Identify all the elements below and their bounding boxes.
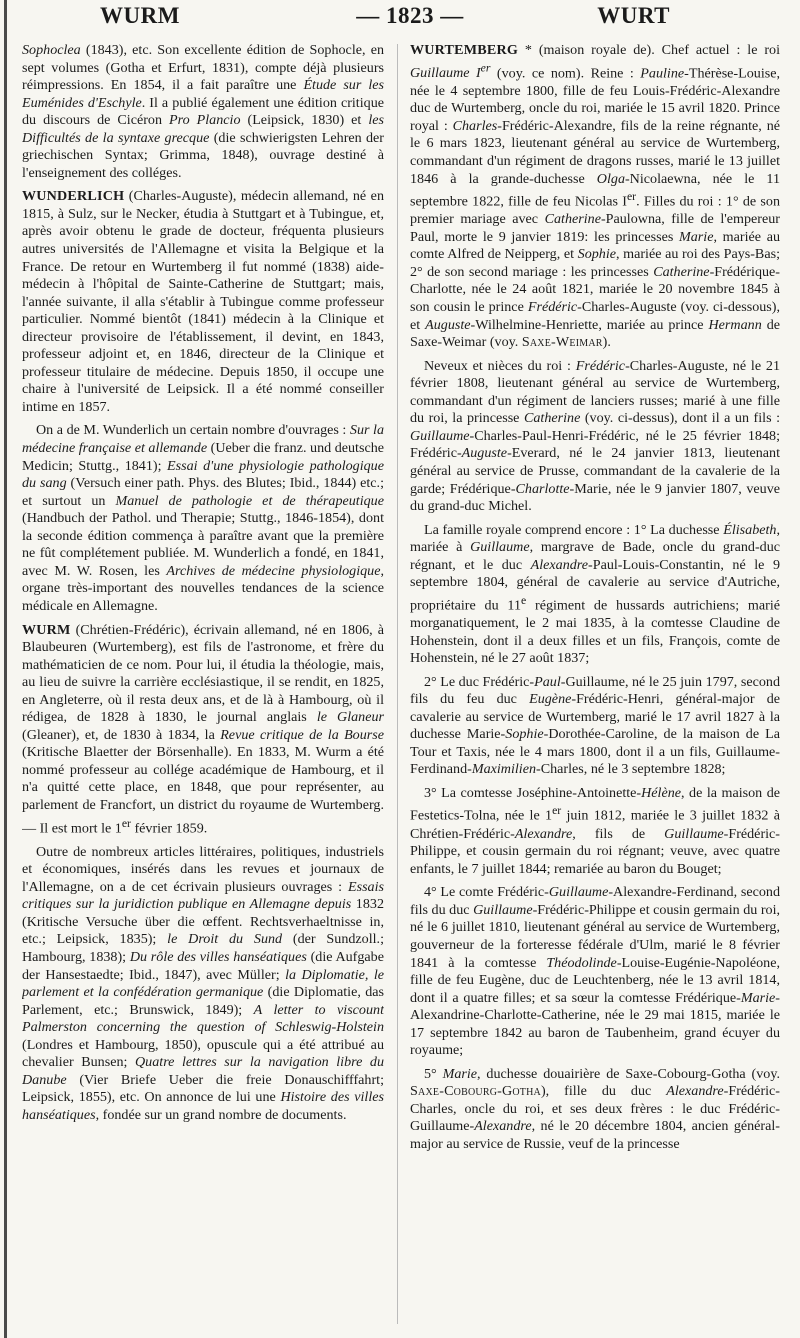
dictionary-entry-wurtemberg5: 3° La comtesse Joséphine-Antoinette-Hélène, de la maison de Festetics-Tolna, née le 1er juin 1812, mariée le 3 juillet 1832 à Chrétien-Frédéric-Alexandre, fils de Guillaume-Frédéric-Philippe, et cousin germain du roi régnant; veuve, avec quatre enfants, le 7 juillet 1844; remariée au baron du Bouget; [410, 784, 780, 877]
page-header [30, 3, 790, 33]
dictionary-entry-wurtemberg2: Neveux et nièces du roi : Frédéric-Charles-Auguste, né le 21 février 1808, lieutenant général au service de Wurtemberg, commandant d'un régiment de lanciers russes; marié à une fille du roi, la princesse Catherine (voy. ci-dessus), dont il a un fils : Guillaume-Charles-Paul-Henri-Frédéric, né le 25 février 1848; Frédéric-Auguste-Everard, né le 24 janvier 1813, lieutenant général au service de Prusse, commandant de la cavalerie de la garde; Frédérique-Charlotte-Marie, née le 9 janvier 1807, veuve du grand-duc Michel. [410, 357, 780, 515]
left-column [22, 42, 384, 1332]
page-number: — 1823 — [356, 3, 464, 28]
dictionary-entry-wurtemberg6: 4° Le comte Frédéric-Guillaume-Alexandre-Ferdinand, second fils du duc Guillaume-Frédéric-Philippe et cousin germain du roi, né le 6 juillet 1810, lieutenant général au service de Wurtemberg, gouverneur de la forteresse fédérale d'Ulm, marié le 8 février 1841 à la comtesse Théodolinde-Louise-Eugénie-Napoléone, fille de feu Eugène, duc de Leuchtenberg, née le 13 avril 1814, dont il a quatre filles; et sa sœur la comtesse Frédérique-Marie-Alexandrine-Charlotte-Catherine, née le 29 mai 1815, mariée le 17 septembre 1842 au baron de Taubenheim, grand écuyer du royaume; [410, 884, 780, 1059]
dictionary-entry-wurm2: Outre de nombreux articles littéraires, politiques, industriels et économiques, insérés dans les revues et journaux de l'Allemagne, on a de cet écrivain plusieurs ouvrages : Essais critiques sur la juridiction publique en Allemagne depuis 1832 (Kritische Versuche über die œffent. Rechtsverhaeltnisse in, etc.; Leipsick, 1835); le Droit du Sund (der Sundzoll.; Hambourg, 1838); Du rôle des villes hanséatiques (die Aufgabe der Hansestaedte; Ibid., 1847), avec Müller; la Diplomatie, le parlement et la confédération germanique (die Diplomatie, das Parlement, etc.; Brunswick, 1849); A letter to viscount Palmerston concerning the question of Schleswig-Holstein (Londres et Hambourg, 1850), opuscule qui a été attribué au chevalier Bunsen; Quatre lettres sur la navigation libre du Danube (Vier Briefe Ueber die freie Donauschifffahrt; Leipsick, 1855), etc. On annonce de lui une Histoire des villes hanséatiques, fondée sur un grand nombre de documents. [22, 843, 384, 1123]
page-edge-rule [4, 0, 7, 1338]
dictionary-entry-wunderlich2: On a de M. Wunderlich un certain nombre d'ouvrages : Sur la médecine française et allemande (Ueber die franz. und deutsche Medicin; Stuttg., 1841); Essai d'une physiologie pathologique du sang (Versuch einer path. Phys. des Blutes; Ibid., 1844) etc.; et surtout un Manuel de pathologie et de thérapeutique (Handbuch der Pathol. und Therapie; Stuttg., 1846-1854), dont la seconde édition commença à paraître avant que la première ne fût complétement publiée. M. Wunderlich a fondé, en 1841, avec M. W. Rosen, les Archives de médecine physiologique, organe très-important des nouvelles tendances de la science médicale en Allemagne. [22, 422, 384, 614]
dictionary-entry-wunderlich: WUNDERLICH (Charles-Auguste), médecin allemand, né en 1815, à Sulz, sur le Necker, étudia à Stuttgart et à Tubingue, et, après avoir obtenu le grade de docteur, fréquenta plusieurs autres universités de l'Allemagne et visita la Belgique et la France. De retour en Wurtemberg il fut nommé (1838) aide-médecin à l'hôpital de Sainte-Catherine de Stuttgart; mais, l'année suivante, il alla s'établir à Tubingue comme professeur particulier. Nommé bientôt (1841) médecin à la Clinique et directeur provisoire de l'établissement, il devint, en 1843, professeur adjoint et, en 1846, directeur de la Clinique et professeur titulaire de médecine. Depuis 1850, il occupe une chaire à l'université de Leipsick. Il a été nommé conseiller intime en 1857. [22, 188, 384, 415]
dictionary-entry-wurtemberg4: 2° Le duc Frédéric-Paul-Guillaume, né le 25 juin 1797, second fils du feu duc Eugène-Frédéric-Henri, général-major de cavalerie au service de Wurtemberg, marié le 17 avril 1827 à la duchesse Marie-Sophie-Dorothée-Caroline, de la maison de La Tour et Taxis, née le 4 mars 1800, dont il a un fils, Guillaume-Ferdinand-Maximilien-Charles, né le 3 septembre 1828; [410, 673, 780, 778]
header-right-word: WURT [597, 3, 670, 28]
dictionary-entry-wurtemberg7: 5° Marie, duchesse douairière de Saxe-Cobourg-Gotha (voy. Saxe-Cobourg-Gotha), fille du duc Alexandre-Frédéric-Charles, oncle du roi, et ses deux frères : le duc Frédéric-Guillaume-Alexandre, né le 20 décembre 1804, ancien général-major au service de Russie, veuf de la princesse [410, 1065, 780, 1153]
dictionary-entry-wurtemberg: WURTEMBERG * (maison royale de). Chef actuel : le roi Guillaume Ier (voy. ce nom). Reine : Pauline-Thérèse-Louise, née le 4 septembre 1800, fille de feu Louis-Frédéric-Alexandre duc de Wurtemberg, oncle du roi, mariée le 15 avril 1820. Prince royal : Charles-Frédéric-Alexandre, fils de la reine régnante, né le 6 mars 1823, lieutenant général au service de Wurtemberg, commandant d'un régiment de dragons russes, marié le 13 juillet 1846 à la grande-duchesse Olga-Nicolaewna, née le 11 septembre 1822, fille de feu Nicolas Ier. Filles du roi : 1° de son premier mariage avec Catherine-Paulowna, fille de l'empereur Paul, morte le 9 janvier 1819: les princesses Marie, mariée au comte Alfred de Neipperg, et Sophie, mariée au roi des Pays-Bas; 2° de son second mariage : les princesses Catherine-Frédérique-Charlotte, née le 24 août 1821, mariée le 20 novembre 1845 à son cousin le prince Frédéric-Charles-Auguste (voy. ci-dessous), et Auguste-Wilhelmine-Henriette, mariée au prince Hermann de Saxe-Weimar (voy. Saxe-Weimar). [410, 42, 780, 351]
dictionary-entry-wurm: WURM (Chrétien-Frédéric), écrivain allemand, né en 1806, à Blaubeuren (Wurtemberg), est fils de l'astronome, et frère du mathématicien de ce nom. Pour lui, il étudia la théologie, mais, au lieu de suivre la carrière ecclésiastique, il se rendit, en 1825, en Angleterre, où il resta deux ans, et de là à Hambourg, où il rédigea, de 1828 à 1830, le journal anglais le Glaneur (Gleaner), et, de 1830 à 1834, la Revue critique de la Bourse (Kritische Blaetter der Börsenhalle). En 1833, M. Wurm a été nommé professeur au collége académique de Hambourg, et il n'a quitté cette place, en 1848, que pour représenter, au parlement de Francfort, un district du royaume de Wurtemberg. — Il est mort le 1er février 1859. [22, 621, 384, 837]
dictionary-entry-sophoclea: Sophoclea (1843), etc. Son excellente édition de Sophocle, en sept volumes (Gotha et Erfurt, 1831), compte déjà plusieurs réimpressions. En 1854, il a fait paraître une Étude sur les Euménides d'Eschyle. Il a publié également une édition critique du discours de Cicéron Pro Plancio (Leipsick, 1830) et les Difficultés de la syntaxe grecque (die schwierigsten Lehren der griechischen Syntax; Grimma, 1848), ouvrage destiné à l'enseignement des colléges. [22, 42, 384, 181]
right-column [410, 42, 780, 1332]
header-left-word: WURM [100, 3, 180, 28]
dictionary-entry-wurtemberg3: La famille royale comprend encore : 1° La duchesse Élisabeth, mariée à Guillaume, margrave de Bade, oncle du grand-duc régnant, et le duc Alexandre-Paul-Louis-Constantin, né le 9 septembre 1804, général de cavalerie au service d'Autriche, propriétaire du 11e régiment de hussards autrichiens; marié morganatiquement, le 2 mai 1835, à la comtesse Claudine de Hohenstein, dont il a deux filles et un fils, François, comte de Hohenstein, né le 27 août 1837; [410, 521, 780, 667]
column-divider [397, 44, 398, 1324]
